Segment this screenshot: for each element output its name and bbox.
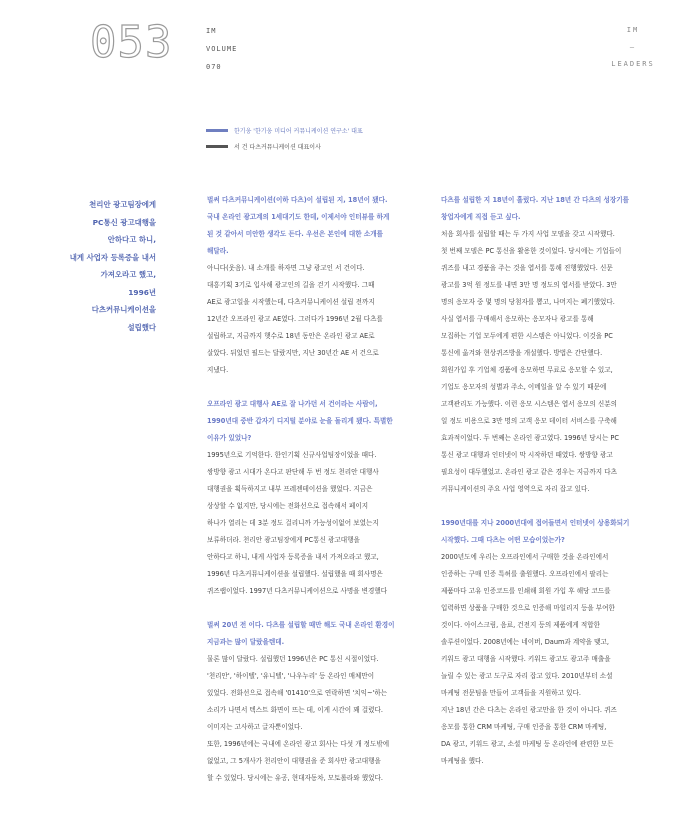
- pull-quote: [40, 196, 156, 336]
- interview-answer-line: 마케팅을 했다.: [441, 757, 484, 765]
- interview-answer-line: 마케팅 전문팀을 만들어 고객들을 지원하고 있다.: [441, 689, 581, 697]
- pull-quote-line: 설립했다: [127, 322, 156, 332]
- interview-answer-line: DA 광고, 키워드 광고, 소셜 마케팅 등 온라인에 관련한 모든: [441, 740, 614, 748]
- page-number: 053: [90, 17, 173, 68]
- interview-answer-line: 키워드 광고 대행을 시작했다. 키워드 광고도 광고주 매출을: [441, 655, 611, 663]
- byline-text: 한기웅 '한기웅 미디어 커뮤니케이션 연구소' 대표: [234, 127, 363, 135]
- interview-answer-line: 없었고, 그 5개사가 천리안이 대행권을 준 회사만 광고대행을: [207, 757, 381, 765]
- interview-answer-line: 퀴즈랩이었다. 1997년 다츠커뮤니케이션으로 사명을 변경했다: [207, 587, 388, 595]
- interview-answer-line: 일 정도 비용으로 3만 명의 고객 응모 데이터 서비스를 구축해: [441, 417, 617, 425]
- paragraph-gap: [441, 498, 653, 515]
- interview-answer-line: 회원가입 후 기업체 경품에 응모하면 무료로 응모할 수 있고,: [441, 366, 613, 374]
- interview-answer-line: 대행권을 획득하지고 내부 프레젠테이션을 했었다. 지금은: [207, 485, 373, 493]
- interview-answer-line: 입력하면 상품을 구매한 것으로 인증해 마일리지 등을 부여한: [441, 604, 615, 612]
- interview-question-line: 오프라인 광고 대행사 AE로 잘 나가던 서 건이라는 사람이,: [207, 400, 378, 408]
- bylines: [206, 122, 363, 154]
- interview-answer-line: 2000년도에 우리는 오프라인에서 구매한 것을 온라인에서: [441, 553, 609, 561]
- interview-answer-line: 12년간 오프라인 광고 AE였다. 그러다가 1996년 2월 다츠를: [207, 315, 383, 323]
- interview-question-line: 된 것 같아서 미안한 생각도 든다. 우선은 본인에 대한 소개를: [207, 230, 384, 238]
- interview-answer-line: 제품마다 고유 인증코드를 인쇄해 회원 가입 후 해당 코드를: [441, 587, 611, 595]
- pull-quote-line: PC통신 광고대행을: [92, 217, 156, 227]
- interview-answer-line: 모집하는 기업 모두에게 편한 시스템은 아니었다. 이것을 PC: [441, 332, 613, 340]
- interview-answer-line: 첫 번째 모델은 PC 통신을 활용한 것이었다. 당시에는 기업들이: [441, 247, 622, 255]
- interview-answer-line: 광고를 3억 원 정도를 내면 3만 명 정도의 엽서를 받았다. 3만: [441, 281, 617, 289]
- interview-question-line: 벌써 다츠커뮤니케이션(이하 다츠)이 설립된 지, 18년이 됐다.: [207, 196, 388, 204]
- section-label: [611, 22, 655, 73]
- pull-quote-line: 가져오라고 했고,: [100, 270, 156, 279]
- interview-answer-line: 명의 응모자 중 몇 명의 당첨자를 뽑고, 나머지는 폐기했었다.: [441, 298, 615, 306]
- interview-question-line: 해달라.: [207, 247, 229, 255]
- byline-interviewer: [206, 122, 363, 138]
- interview-answer-line: 보류하더라. 천리안 광고팀장에게 PC통신 광고대행을: [207, 536, 360, 544]
- interview-answer-line: 효과적이었다. 두 번째는 온라인 광고였다. 1996년 당시는 PC: [441, 434, 619, 442]
- interview-answer-line: 있었다. 전화선으로 접속해 '01410'으로 연락하면 '치익~'하는: [207, 689, 388, 697]
- interview-answer-line: 이미지는 고사하고 글자뿐이었다.: [207, 723, 303, 731]
- pull-quote-line: 다츠커뮤니케이션을: [91, 305, 156, 314]
- byline-text: 서 건 다츠커뮤니케이션 대표이사: [234, 143, 321, 151]
- interview-answer-line: 하나가 열리는 데 3분 정도 걸리니까 가능성이없어 보였는지: [207, 519, 379, 527]
- interview-answer-line: 설립하고, 지금까지 햇수로 18년 동안은 온라인 광고 AE로: [207, 332, 375, 340]
- magazine-info: [206, 22, 237, 76]
- interview-answer-line: 솔루션이었다. 2008년에는 네이버, Daum과 계약을 맺고,: [441, 638, 609, 646]
- interview-answer-line: 살았다. 뒤었던 필드는 달랐지만, 지난 30년간 AE 서 건으로: [207, 349, 379, 357]
- interview-question-line: 다츠를 설립한 지 18년이 흘렀다. 지난 18년 간 다츠의 성장기를: [441, 196, 630, 204]
- interview-answer-line: 고객관리도 가능했다. 이런 응모 시스템은 엽서 응모의 신분의: [441, 400, 618, 408]
- pull-quote-line: 안하다고 하니,: [107, 235, 156, 244]
- paragraph-gap: [207, 379, 419, 396]
- interview-question-line: 이유가 있었나?: [207, 434, 252, 442]
- interview-answer-line: 대흥기획 3기로 입사해 광고인의 길을 걷기 시작했다. 그때: [207, 281, 375, 289]
- interview-answer-line: '천리안', '하이텔', '유니텔', '나우누리' 등 온라인 매체만이: [207, 672, 375, 680]
- interview-answer-line: 아니다(웃음). 내 소개를 하자면 그냥 광고인 서 건이다.: [207, 264, 365, 272]
- interview-answer-line: 필요성이 대두했었고. 온라인 광고 같은 경우는 지금까지 다츠: [441, 468, 618, 476]
- byline-bar: [206, 145, 228, 148]
- interview-answer-line: 안하다고 하니, 내게 사업자 등록증을 내서 가져오라고 했고,: [207, 553, 379, 561]
- interview-answer-line: 통신 광고 대행과 인터넷이 막 시작하던 때였다. 쌍방향 광고: [441, 451, 613, 459]
- interview-question-line: 국내 온라인 광고계의 1세대기도 한데, 이제서야 인터뷰를 하게: [207, 213, 390, 221]
- interview-answer-line: 것이다. 아이스크림, 음료, 건전지 등의 제품에게 적합한: [441, 621, 600, 629]
- interview-question-line: 벌써 20년 전 이다. 다츠를 설립할 때만 해도 국내 온라인 환경이: [207, 621, 395, 629]
- interview-answer-line: 늘릴 수 있는 광고 도구로 자리 잡고 있다. 2010년부터 소셜: [441, 672, 613, 680]
- paragraph-gap: [207, 600, 419, 617]
- article-column-left: [207, 192, 419, 787]
- interview-question-line: 지금과는 많이 달랐을텐데.: [207, 638, 285, 646]
- section-name: LEADERS: [611, 60, 655, 68]
- interview-answer-line: 인증하는 구매 인증 특허를 출원했다. 오프라인에서 팔리는: [441, 570, 609, 578]
- byline-bar: [206, 129, 228, 132]
- pull-quote-line: 1996년: [128, 287, 156, 297]
- pull-quote-line: 천리안 광고팀장에게: [89, 200, 156, 209]
- interview-question-line: 시작했다. 그때 다츠는 어떤 모습이었는가?: [441, 536, 565, 544]
- interview-answer-line: 처음 회사를 설립할 때는 두 가지 사업 모델을 갖고 시작했다.: [441, 230, 615, 238]
- interview-answer-line: 지냈다.: [207, 366, 229, 374]
- interview-answer-line: 상상할 수 없지만, 당시에는 전화선으로 접속해서 페이지: [207, 502, 369, 510]
- interview-answer-line: 통신에 옮겨와 현상퀴즈방을 개설했다. 방법은 간단했다.: [441, 349, 603, 357]
- article-column-right: [441, 192, 653, 770]
- magazine-volume-label: VOLUME: [206, 45, 238, 53]
- magazine-name: IM: [206, 27, 217, 35]
- interview-question-line: 1990년대 중반 갑자기 디지털 분야로 눈을 돌리게 됐다. 특별한: [207, 417, 393, 425]
- section-prefix: IM: [626, 26, 640, 34]
- interview-answer-line: 커뮤니케이션의 주요 사업 영역으로 자리 잡고 있다.: [441, 485, 590, 493]
- interview-answer-line: 1996년 다츠커뮤니케이션을 설립했다. 설립했을 때 회사명은: [207, 570, 383, 578]
- interview-answer-line: 소리가 나면서 텍스트 화면이 뜨는 데, 이게 시간이 꽤 걸렸다.: [207, 706, 383, 714]
- interview-answer-line: 1995년으로 기억한다. 한인기획 신규사업팀장이었을 때다.: [207, 451, 377, 459]
- interview-answer-line: 쌍방향 광고 시대가 온다고 판단해 두 번 정도 천리안 대행사: [207, 468, 379, 476]
- interview-answer-line: 기업도 응모자의 성별과 주소, 이메일을 알 수 있기 때문에: [441, 383, 607, 391]
- interview-question-line: 1990년대를 지나 2000년대에 접어들면서 인터넷이 상용화되기: [441, 519, 630, 527]
- interview-answer-line: 응모를 통한 CRM 마케팅, 구매 인증을 통한 CRM 마케팅,: [441, 723, 607, 731]
- byline-interviewee: [206, 138, 363, 154]
- interview-answer-line: 퀴즈를 내고 경품을 주는 것을 엽서를 통해 진행했었다. 신문: [441, 264, 613, 272]
- interview-answer-line: 할 수 있었다. 당시에는 유공, 현대자동차, 모토롤라와 했었다.: [207, 774, 383, 782]
- interview-answer-line: 또한, 1996년에는 국내에 온라인 광고 회사는 다섯 개 정도밖에: [207, 740, 390, 748]
- interview-answer-line: AE로 광고일을 시작했는데, 다츠커뮤니케이션 설립 전까지: [207, 298, 375, 306]
- pull-quote-line: 내게 사업자 등록증을 내서: [69, 252, 156, 262]
- interview-question-line: 창업자에게 직접 듣고 싶다.: [441, 213, 521, 221]
- interview-answer-line: 사실 엽서를 구매해서 응모하는 응모자나 광고를 통해: [441, 315, 594, 323]
- interview-answer-line: 물론 많이 달랐다. 설립했던 1996년은 PC 통신 시절이었다.: [207, 655, 379, 663]
- section-dash: –: [629, 43, 637, 51]
- magazine-issue-number: 070: [206, 63, 222, 71]
- interview-answer-line: 지난 18년 간은 다츠는 온라인 광고만을 한 것이 아니다. 퀴즈: [441, 706, 617, 714]
